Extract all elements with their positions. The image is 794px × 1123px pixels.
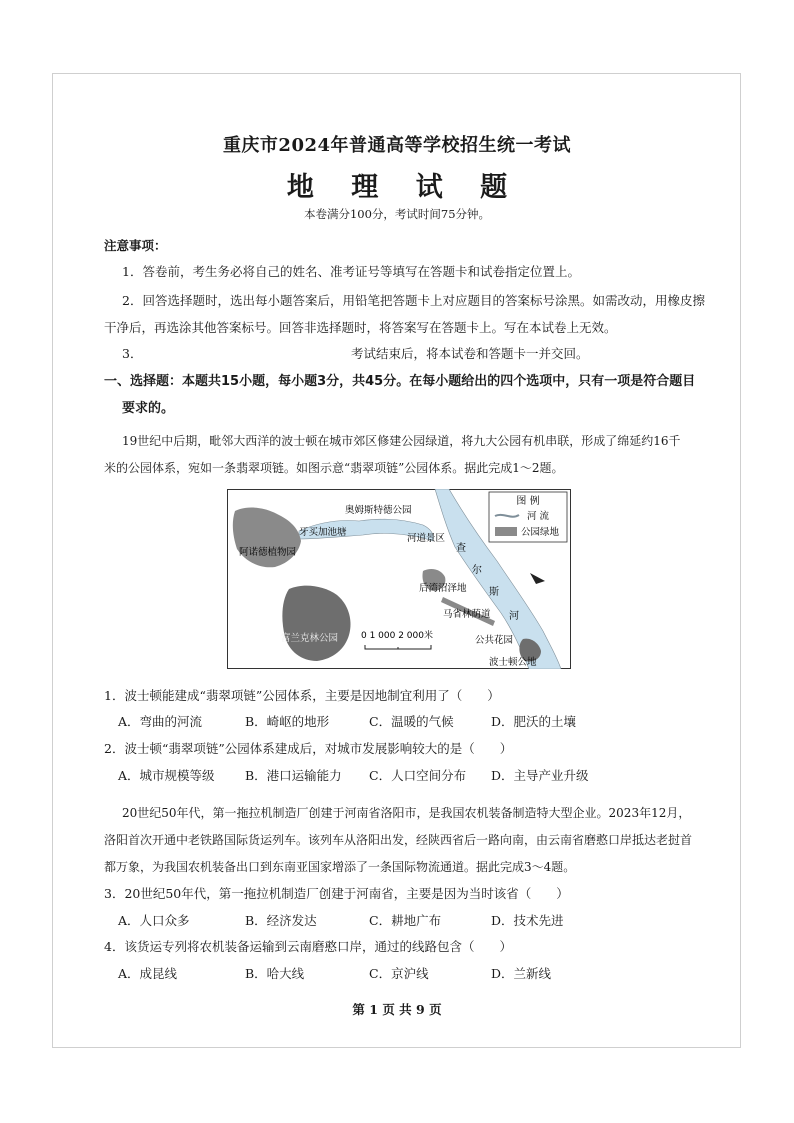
label-boston-common: 波士顿公地	[489, 657, 537, 668]
note-2-line-2: 干净后，再选涂其他答案标号。回答非选择题时，将答案写在答题卡上。写在本试卷上无效。	[104, 320, 617, 335]
passage-1-line-1: 19世纪中后期，毗邻大西洋的波士顿在城市郊区修建公园绿道，将九大公园有机串联，形成了绵延约16千	[122, 434, 681, 448]
question-4-option-a: A．成昆线	[118, 966, 178, 981]
emerald-necklace-map	[227, 489, 571, 669]
legend-park-label: 公园绿地	[521, 527, 560, 538]
question-2-option-b: B．港口运输能力	[245, 768, 342, 783]
question-3-option-a: A．人口众多	[118, 913, 190, 928]
question-2-option-a: A．城市规模等级	[118, 768, 215, 783]
note-1: 1．答卷前，考生务必将自己的姓名、准考证号等填写在答题卡和试卷指定位置上。	[122, 264, 580, 279]
question-1-stem: 1．波士顿能建成“翡翠项链”公园体系，主要是因地制宜利用了（ ）	[104, 688, 500, 703]
exam-info: 本卷满分100分，考试时间75分钟。	[303, 207, 491, 221]
question-2-option-c: C．人口空间分布	[369, 768, 467, 783]
river-char-3: 斯	[489, 587, 499, 598]
question-1-option-b: B．崎岖的地形	[245, 714, 330, 729]
river-char-4: 河	[509, 611, 519, 622]
page-number: 第 1 页 共 9 页	[352, 1002, 442, 1017]
passage-2-line-2: 洛阳首次开通中老铁路国际货运列车。该列车从洛阳出发，经陕西省后一路向南，由云南省磨憨口岸抵达老挝首	[104, 833, 693, 847]
label-olmsted-park: 奥姆斯特德公园	[345, 505, 412, 516]
label-arnold-arboretum: 阿诺德植物园	[239, 547, 297, 558]
question-4-option-d: D．兰新线	[491, 966, 552, 981]
question-1-option-c: C．温暖的气候	[369, 714, 454, 729]
label-commonwealth-mall: 马省林荫道	[443, 609, 491, 620]
label-franklin-park: 富兰克林公园	[281, 633, 339, 644]
legend-park-swatch	[495, 527, 517, 536]
scale-bar-label: 0 1 000 2 000米	[361, 631, 433, 641]
label-jamaica-pond: 牙买加池塘	[299, 527, 347, 538]
subject-title: 地 理 试 题	[286, 172, 522, 203]
label-public-garden: 公共花园	[475, 635, 514, 646]
question-1-option-a: A．弯曲的河流	[118, 714, 203, 729]
legend-river-label: 河 流	[527, 511, 550, 522]
question-1-option-d: D．肥沃的土壤	[491, 714, 577, 729]
exam-title: 重庆市2024年普通高等学校招生统一考试	[222, 135, 572, 156]
question-4-stem: 4．该货运专列将农机装备运输到云南磨憨口岸，通过的线路包含（ ）	[104, 939, 512, 954]
river-char-2: 尔	[472, 565, 482, 576]
question-2-stem: 2．波士顿“翡翠项链”公园体系建成后，对城市发展影响较大的是（ ）	[104, 741, 513, 756]
question-2-option-d: D．主导产业升级	[491, 768, 589, 783]
note-2-line-1: 2．回答选择题时，选出每小题答案后，用铅笔把答题卡上对应题目的答案标号涂黑。如需改动，用橡皮擦	[122, 293, 705, 308]
label-back-bay-fens: 后湾沼泽地	[419, 583, 467, 594]
passage-2-line-1: 20世纪50年代，第一拖拉机制造厂创建于河南省洛阳市，是我国农机装备制造特大型企业。2023年12月，	[122, 806, 691, 820]
question-3-option-b: B．经济发达	[245, 913, 317, 928]
section-heading-line-2: 要求的。	[122, 401, 175, 416]
question-4-option-b: B．哈大线	[245, 966, 305, 981]
note-3-text: 考试结束后，将本试卷和答题卡一并交回。	[351, 346, 589, 361]
question-4-option-c: C．京沪线	[369, 966, 429, 981]
question-3-stem: 3．20世纪50年代，第一拖拉机制造厂创建于河南省，主要是因为当时该省（ ）	[104, 886, 569, 901]
note-3-number: 3．	[122, 346, 143, 361]
question-3-option-c: C．耕地广布	[369, 913, 442, 928]
river-char-1: 查	[456, 543, 466, 554]
question-3-option-d: D．技术先进	[491, 913, 564, 928]
section-heading-line-1: 一、选择题：本题共15小题，每小题3分，共45分。在每小题给出的四个选项中，只有一项是符合题目	[104, 374, 696, 389]
passage-2-line-3: 都万象，为我国农机装备出口到东南亚国家增添了一条国际物流通道。据此完成3～4题。	[104, 860, 576, 874]
label-riverway: 河道景区	[407, 533, 446, 544]
legend-title: 图 例	[516, 496, 540, 507]
passage-1-line-2: 米的公园体系，宛如一条翡翠项链。如图示意“翡翠项链”公园体系。据此完成1～2题。	[104, 461, 564, 475]
notes-heading: 注意事项：	[104, 238, 167, 253]
